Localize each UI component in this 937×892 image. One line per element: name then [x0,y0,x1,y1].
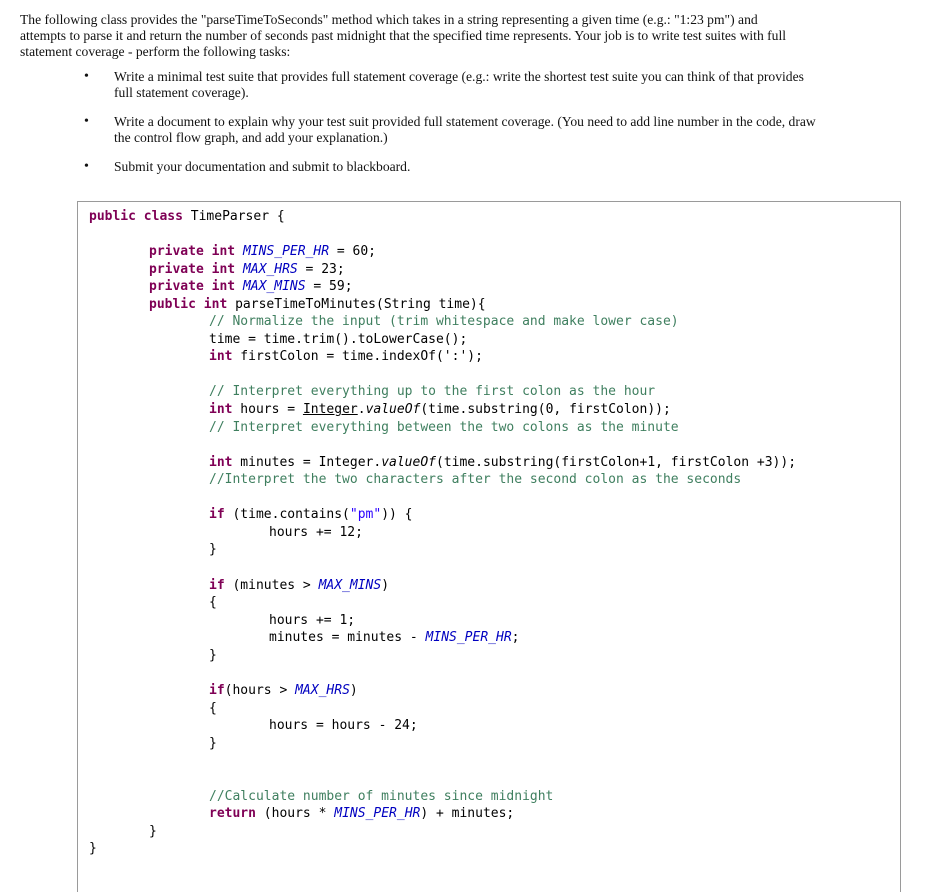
code-line-open-brace: { [209,595,217,610]
task-text-line-1: Write a document to explain why your test suit provided full statement coverage. (You need to add line number in the code, draw [114,114,816,129]
bullet-icon: • [84,159,89,174]
intro-paragraph [20,12,900,60]
code-listing [77,201,901,892]
code-line-field-max-mins: private int MAX_MINS = 59; [149,279,353,294]
code-line-return: return (hours * MINS_PER_HR) + minutes; [209,806,515,821]
task-text-line-2: the control flow graph, and add your explanation.) [114,130,388,145]
code-line-hours-minus-24: hours = hours - 24; [269,718,418,733]
code-line-class-decl [89,208,285,225]
bullet-icon: • [84,69,89,84]
code-comment: //Interpret the two characters after the second colon as the seconds [209,472,742,487]
code-comment: //Calculate number of minutes since midnight [209,789,554,804]
intro-line-2: attempts to parse it and return the number of seconds past midnight that the specified time represents. Your job is to write test suites with full [20,28,787,43]
task-list [20,69,900,175]
code-comment: // Interpret everything up to the first colon as the hour [209,384,656,399]
task-text-line-1: Submit your documentation and submit to blackboard. [114,159,411,174]
code-line-class-close: } [89,841,97,856]
intro-line-3: statement coverage - perform the following tasks: [20,44,291,59]
code-line-minutes-decl: int minutes = Integer.valueOf(time.substring(firstColon+1, firstColon +3)); [209,455,797,470]
intro-line-1: The following class provides the "parseTimeToSeconds" method which takes in a string representing a given time (e.g.: "1:23 pm") and [20,12,758,27]
code-line-first-colon: int firstColon = time.indexOf(':'); [209,349,483,364]
keyword: public [89,209,136,224]
task-item [20,69,900,101]
code-line-method-signature: public int parseTimeToMinutes(String time){ [149,297,486,312]
task-text-line-2: full statement coverage). [114,85,249,100]
code-line-if-hours: if(hours > MAX_HRS) [209,683,358,698]
code-line-open-brace: { [209,701,217,716]
keyword: class [143,209,183,224]
code-line-field-mins-per-hr: private int MINS_PER_HR = 60; [149,244,376,259]
code-line-close-brace: } [209,542,217,557]
code-line-close-brace: } [209,648,217,663]
code-line-hours-plus-1: hours += 1; [269,613,356,628]
code-line-hours-plus-12: hours += 12; [269,525,363,540]
code-line-minutes-minus: minutes = minutes - MINS_PER_HR; [269,630,520,645]
code-line-trim: time = time.trim().toLowerCase(); [209,332,468,347]
code-line-hours-decl: int hours = Integer.valueOf(time.substring(0, firstColon)); [209,402,671,417]
class-name: TimeParser { [182,209,285,224]
task-item [20,114,900,146]
code-line-if-pm: if (time.contains("pm")) { [209,507,413,522]
code-comment: // Normalize the input (trim whitespace and make lower case) [209,314,679,329]
code-line-field-max-hrs: private int MAX_HRS = 23; [149,262,345,277]
code-comment: // Interpret everything between the two colons as the minute [209,420,679,435]
code-line-close-brace: } [209,736,217,751]
document [20,12,900,175]
task-item [20,159,900,175]
task-text-line-1: Write a minimal test suite that provides full statement coverage (e.g.: write the shortest test suite you can think of that provides [114,69,804,84]
code-line-method-close: } [149,824,157,839]
bullet-icon: • [84,114,89,129]
code-line-if-minutes: if (minutes > MAX_MINS) [209,578,390,593]
